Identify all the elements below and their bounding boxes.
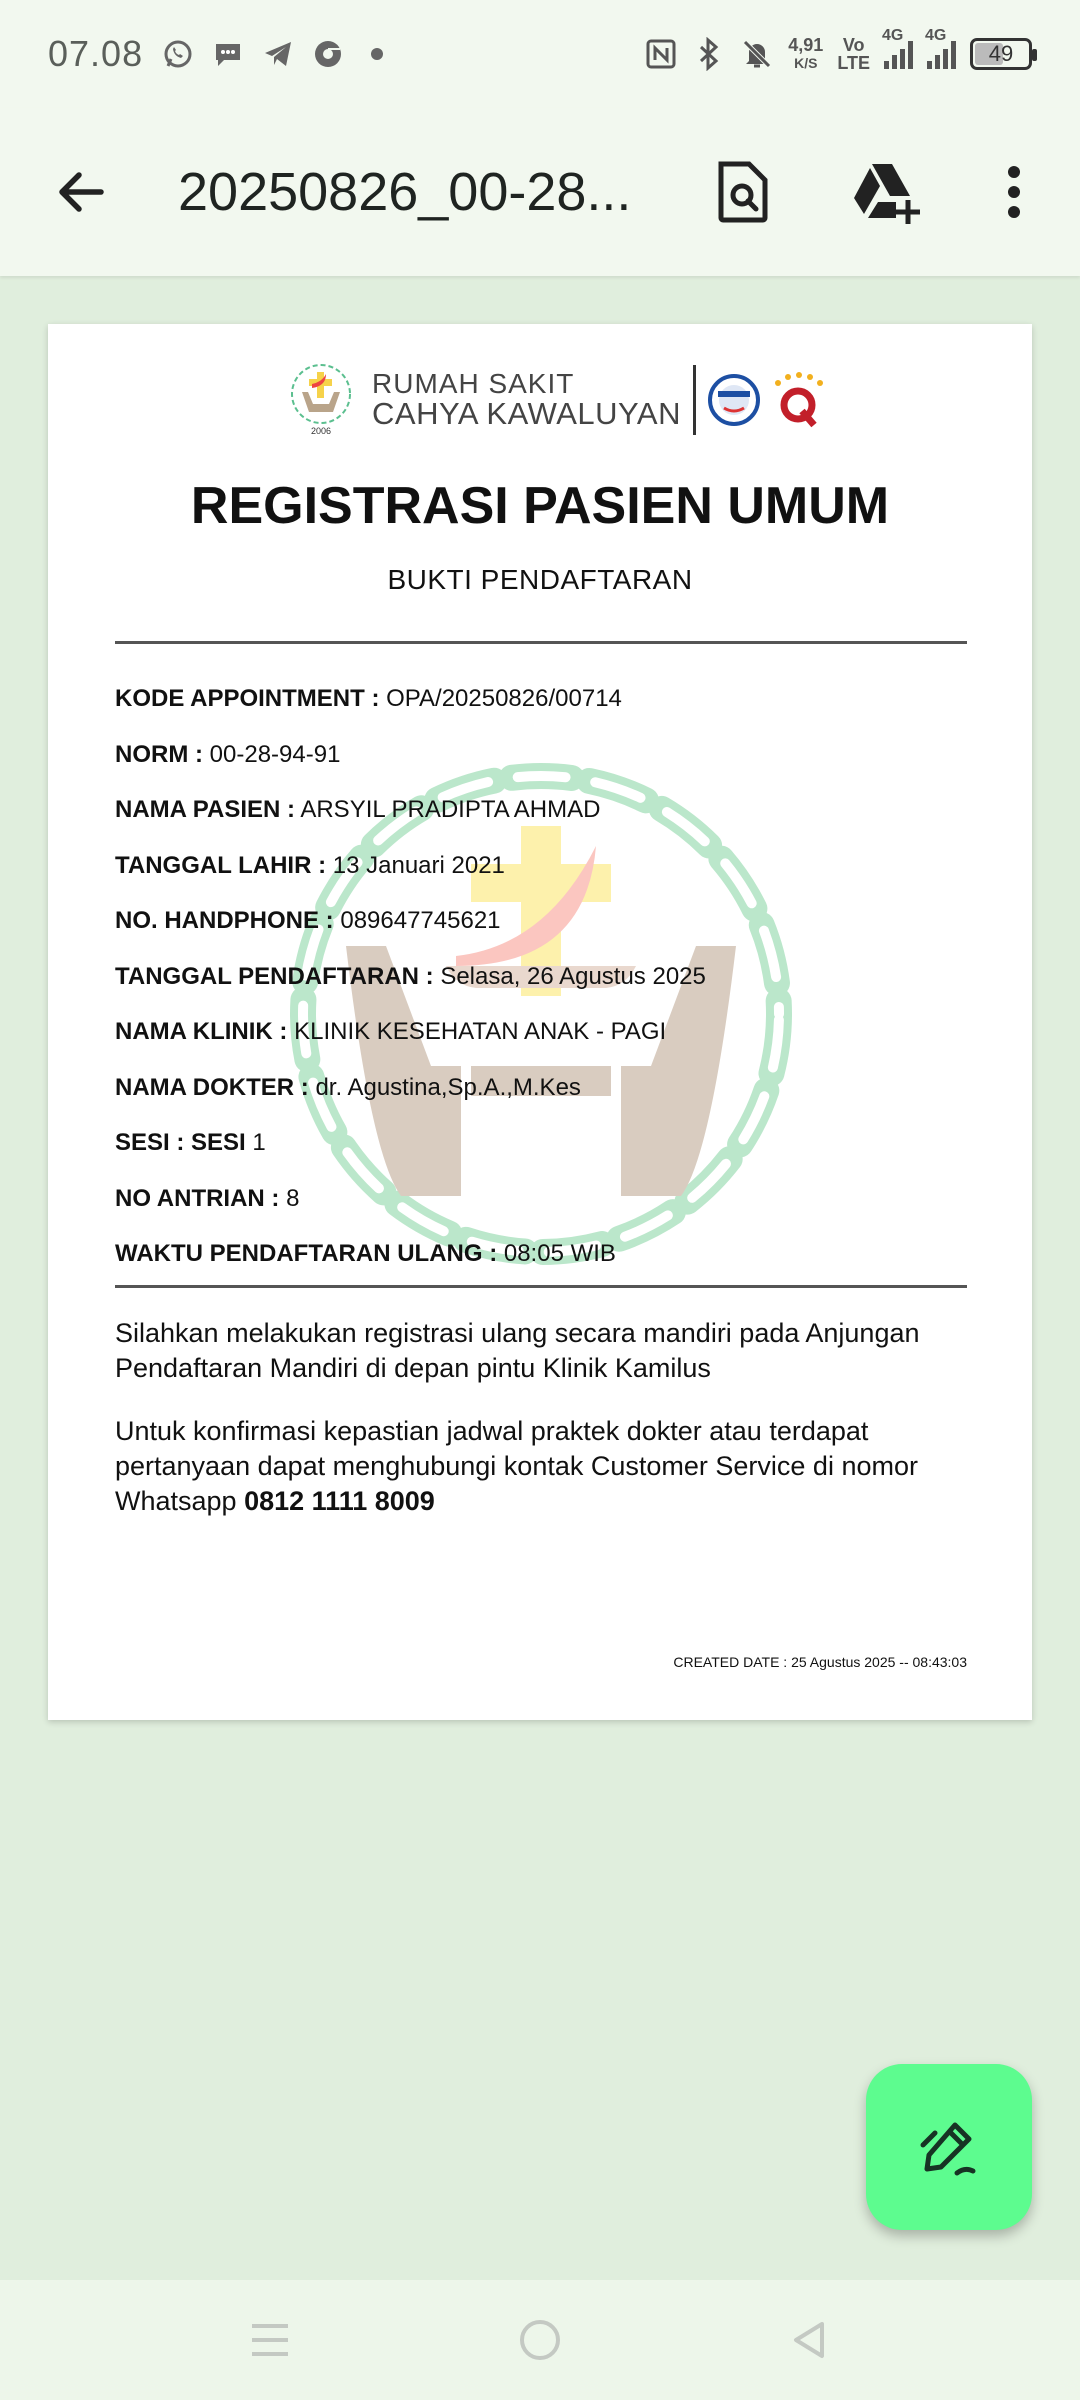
field-registration-date: TANGGAL PENDAFTARAN : Selasa, 26 Agustus 2025 bbox=[115, 962, 706, 990]
hospital-header bbox=[288, 362, 830, 438]
signal-sim1-icon: 4G bbox=[884, 39, 913, 69]
whatsapp-icon bbox=[161, 37, 195, 71]
note-reregistration: Silahkan melakukan registrasi ulang secara mandiri pada Anjungan Pendaftaran Mandiri di depan pintu Klinik Kamilus bbox=[115, 1318, 920, 1383]
bluetooth-icon bbox=[692, 37, 726, 71]
arrow-left-icon bbox=[53, 165, 107, 219]
status-time: 07.08 bbox=[48, 33, 144, 74]
message-icon bbox=[211, 37, 245, 71]
top-divider bbox=[115, 641, 967, 644]
add-to-drive-button[interactable] bbox=[850, 156, 922, 228]
created-date: CREATED DATE : 25 Agustus 2025 -- 08:43:03 bbox=[673, 1654, 967, 1670]
field-appointment-code: KODE APPOINTMENT : OPA/20250826/00714 bbox=[115, 685, 622, 712]
field-patient-name: NAMA PASIEN : ARSYIL PRADIPTA AHMAD bbox=[115, 796, 601, 823]
file-title: 20250826_00-28... bbox=[178, 162, 632, 222]
recent-apps-button[interactable] bbox=[240, 2310, 300, 2370]
field-session: SESI : SESI 1 bbox=[115, 1129, 266, 1156]
telegram-icon bbox=[261, 37, 295, 71]
notes bbox=[115, 1316, 967, 1547]
field-birth-date: TANGGAL LAHIR : 13 Januari 2021 bbox=[115, 851, 505, 879]
registration-fields bbox=[115, 684, 967, 1295]
battery-level: 49 bbox=[988, 41, 1014, 66]
battery-icon bbox=[970, 38, 1032, 70]
find-in-page-icon bbox=[715, 160, 771, 224]
more-options-button[interactable] bbox=[978, 156, 1050, 228]
menu-icon bbox=[248, 2320, 292, 2360]
volte-indicator: Vo LTE bbox=[837, 35, 870, 73]
home-button[interactable] bbox=[510, 2310, 570, 2370]
field-queue-number: NO ANTRIAN : 8 bbox=[115, 1184, 300, 1212]
mute-bell-icon bbox=[740, 37, 774, 71]
home-circle-icon bbox=[518, 2318, 562, 2362]
back-triangle-icon bbox=[788, 2318, 832, 2362]
signal-sim2-icon: 4G bbox=[927, 39, 956, 69]
nfc-icon bbox=[644, 37, 678, 71]
back-button[interactable] bbox=[50, 162, 110, 222]
document-title: REGISTRASI PASIEN UMUM bbox=[190, 477, 890, 535]
back-nav-button[interactable] bbox=[780, 2310, 840, 2370]
hospital-name-line1: RUMAH SAKIT bbox=[372, 368, 575, 400]
logo-year: 2006 bbox=[310, 426, 332, 436]
field-norm: NORM : 00-28-94-91 bbox=[115, 740, 341, 768]
document-subtitle: BUKTI PENDAFTARAN bbox=[387, 564, 693, 595]
pen-annotate-icon bbox=[917, 2115, 981, 2179]
annotate-button[interactable] bbox=[866, 2064, 1032, 2230]
accreditation-star-icon bbox=[768, 369, 830, 431]
hospital-logo-icon bbox=[288, 362, 354, 438]
field-doctor-name: NAMA DOKTER : dr. Agustina,Sp.A.,M.Kes bbox=[115, 1073, 581, 1101]
icare-badge-icon bbox=[708, 374, 760, 426]
field-clinic-name: NAMA KLINIK : KLINIK KESEHATAN ANAK - PAGI bbox=[115, 1018, 667, 1045]
drive-add-icon bbox=[850, 160, 922, 224]
search-document-button[interactable] bbox=[707, 156, 779, 228]
more-vert-icon bbox=[1004, 164, 1024, 220]
network-speed: 4,91 K/S bbox=[788, 35, 824, 71]
document-page bbox=[48, 324, 1032, 1720]
more-notifications-dot bbox=[371, 48, 383, 60]
status-bar bbox=[0, 0, 1080, 108]
whatsapp-number: 0812 1111 8009 bbox=[244, 1486, 435, 1516]
field-reregistration-time: WAKTU PENDAFTARAN ULANG : 08:05 WIB bbox=[115, 1240, 616, 1267]
navigation-bar bbox=[0, 2280, 1080, 2400]
field-phone: NO. HANDPHONE : 089647745621 bbox=[115, 907, 501, 934]
chrome-icon bbox=[311, 37, 345, 71]
app-bar bbox=[0, 108, 1080, 276]
note-contact: Untuk konfirmasi kepastian jadwal praktek dokter atau terdapat pertanyaan dapat menghubungi kontak Customer Service di nomor Whatsapp 0812 1111 8009 bbox=[115, 1416, 918, 1516]
hospital-name-line2: CAHYA KAWALUYAN bbox=[372, 396, 681, 432]
logo-divider bbox=[693, 365, 696, 435]
